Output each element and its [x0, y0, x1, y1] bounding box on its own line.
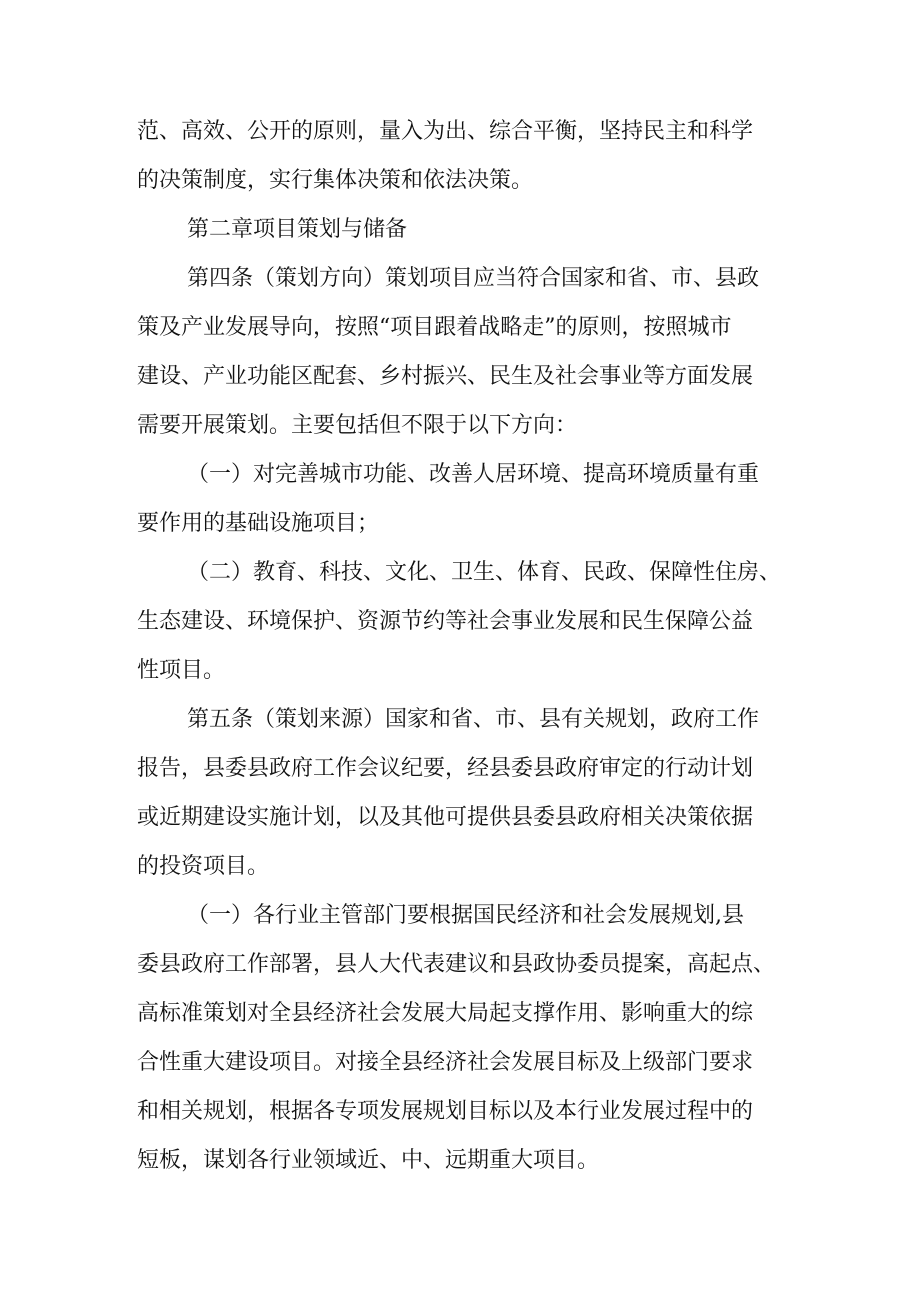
line-text: 第五条（策划来源）国家和省、市、县有关规划，政府工作: [187, 707, 760, 732]
line-text: 委县政府工作部署，县人大代表建议和县政协委员提案，高起点、: [137, 952, 776, 977]
line-text: 和相关规划，根据各专项发展规划目标以及本行业发展过程中的: [137, 1099, 754, 1124]
line-text: 建设、产业功能区配套、乡村振兴、民生及社会事业等方面发展: [137, 364, 754, 389]
line-text: 短板，谋划各行业领域近、中、远期重大项目。: [137, 1148, 600, 1173]
line-text: 高标准策划对全县经济社会发展大局起支撑作用、影响重大的综: [137, 1001, 754, 1026]
line-text: 的投资项目。: [137, 854, 270, 879]
line-text: 范、高效、公开的原则，量入为出、综合平衡，坚持民主和科学: [137, 119, 754, 144]
line-text: 策及产业发展导向，按照“项目跟着战略走”的原则，按照城市: [137, 315, 732, 340]
line-text: 需要开展策划。主要包括但不限于以下方向：: [137, 413, 578, 438]
line-text: 第四条（策划方向）策划项目应当符合国家和省、市、县政: [187, 266, 760, 291]
line-text: 或近期建设实施计划，以及其他可提供县委县政府相关决策依据: [137, 805, 754, 830]
chapter-heading-text: 第二章项目策划与储备: [187, 217, 408, 242]
line-text: 的决策制度，实行集体决策和依法决策。: [137, 168, 534, 193]
line-text: （二）教育、科技、文化、卫生、体育、民政、保障性住房、: [187, 560, 782, 585]
line-text: （一）各行业主管部门要根据国民经济和社会发展规划,县: [187, 903, 744, 928]
line-text: 性项目。: [137, 658, 226, 683]
line-text: （一）对完善城市功能、改善人居环境、提高环境质量有重: [187, 462, 760, 487]
line-text: 要作用的基础设施项目；: [137, 511, 380, 536]
line-text: 报告，县委县政府工作会议纪要，经县委县政府审定的行动计划: [137, 756, 754, 781]
line-text: 生态建设、环境保护、资源节约等社会事业发展和民生保障公益: [137, 609, 754, 634]
line-text: 合性重大建设项目。对接全县经济社会发展目标及上级部门要求: [137, 1050, 754, 1075]
